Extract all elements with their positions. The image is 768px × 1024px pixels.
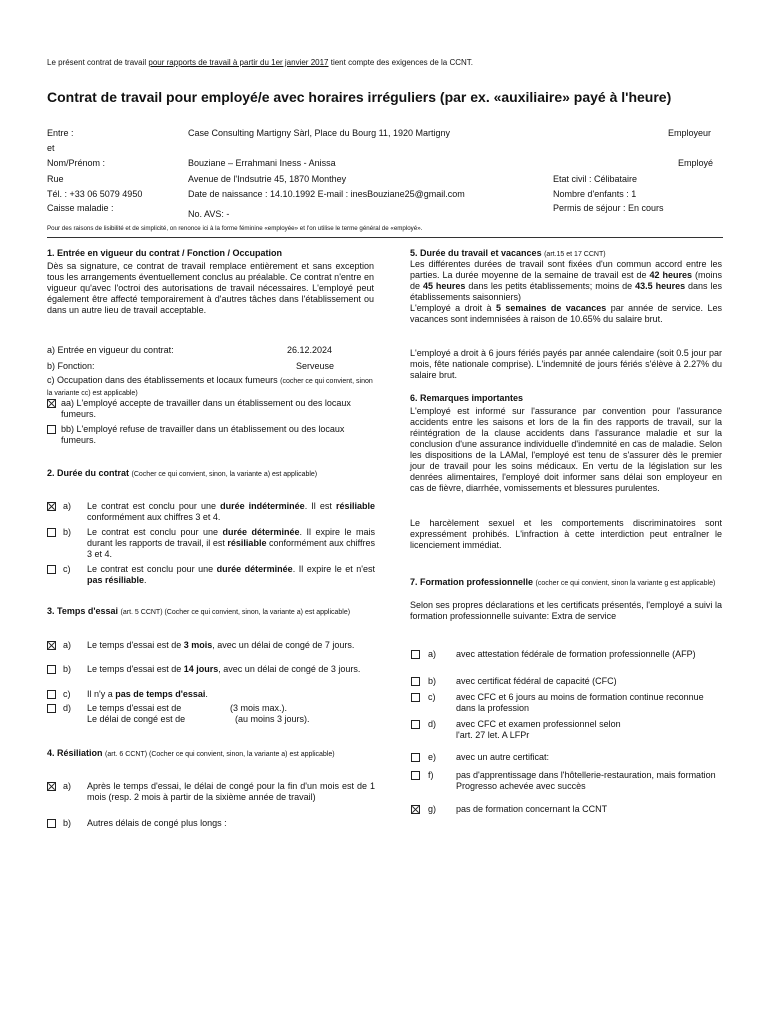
employer-text: Case Consulting Martigny Sàrl, Place du Bourg 11, 1920 Martigny (188, 128, 450, 138)
option-s7-b: avec certificat fédéral de capacité (CFC) (456, 676, 617, 686)
s2-a-bold-2: résiliable (335, 501, 375, 511)
employee-name: Bouziane – Errahmani Iness - Anissa (188, 158, 336, 168)
option-s7-d: avec CFC et examen professionnel selon l'art. 27 let. A LFPr (456, 719, 621, 740)
lisibility-note: Pour des raisons de lisibilité et de simplicité, on renonce ici à la forme féminine «employée» et l'on utilise le terme général de «employé». (47, 225, 423, 232)
option-s7-f: pas d'apprentissage dans l'hôtellerie-restauration, mais formation Progresso achevée avec succès (456, 770, 716, 791)
option-s3-a (87, 640, 375, 651)
option-s3-c (87, 689, 208, 700)
birth-email: Date de naissance : 14.10.1992 E-mail : inesBouziane25@gmail.com (188, 189, 465, 199)
letter-s7-g: g) (428, 804, 437, 814)
option-s7-g: pas de formation concernant la CCNT (456, 804, 608, 814)
option-s1-bb (61, 424, 361, 446)
option-s3-d-line2: Le délai de congé est de (87, 714, 186, 724)
checkbox-s2-b[interactable] (47, 528, 56, 537)
section-7-title: 7. Formation professionnelle (410, 577, 534, 587)
s2-c-pre: Le contrat est conclu pour une (87, 564, 217, 574)
checkbox-s7-c[interactable] (411, 693, 420, 702)
checkbox-s7-d[interactable] (411, 720, 420, 729)
rue-label: Rue (47, 174, 64, 184)
section-5-paragraph-2 (410, 303, 722, 325)
option-s3-b (87, 664, 375, 675)
s5-p1-bold-3: 43.5 heures (635, 281, 686, 291)
et-label: et (47, 143, 55, 153)
s2-a-bold-1: durée indéterminée (220, 501, 305, 511)
s2-c-mid: . Il expire le et n'est (292, 564, 375, 574)
section-3-note: (art. 5 CCNT) (Cocher ce qui convient, sinon, la variante a) est applicable) (120, 609, 351, 616)
s2-c-bold-1: durée déterminée (216, 564, 293, 574)
s5-p2-a: L'employé a droit à (410, 303, 496, 313)
section-4-heading (47, 748, 377, 760)
option-s2-c (87, 564, 375, 586)
s5-p1-c: (moins de (410, 270, 722, 291)
section-5-note: (art.15 et 17 CCNT) (544, 251, 606, 258)
divider (47, 237, 723, 238)
section-5-paragraph-1 (410, 259, 722, 303)
fonction-value: Serveuse (296, 361, 335, 371)
letter-s2-c: c) (63, 564, 71, 574)
letter-s2-b: b) (63, 527, 72, 537)
fonction-label: b) Fonction: (47, 361, 95, 371)
s2-a-post: conformément aux chiffres 3 et 4. (87, 512, 221, 522)
section-6-paragraph-2: Le harcèlement sexuel et les comportements discriminatoires sont expressément prohibés. L'infraction à cette interdiction peut entraîner le licenciement immédiat. (410, 518, 722, 550)
s2-a-pre: Le contrat est conclu pour une (87, 501, 221, 511)
telephone: Tél. : +33 06 5079 4950 (47, 189, 143, 199)
top-note-pre: Le présent contrat de travail (47, 58, 149, 67)
s3-b-bold: 14 jours (183, 664, 219, 674)
section-6-heading: 6. Remarques importantes (410, 393, 524, 403)
option-s4-b: Autres délais de congé plus longs : (87, 818, 227, 828)
checkbox-s3-a[interactable] (47, 641, 56, 650)
option-s3-d-line2-right: (au moins 3 jours). (235, 714, 310, 724)
caisse-maladie: Caisse maladie : (47, 203, 114, 213)
letter-s7-b: b) (428, 676, 437, 686)
option-s2-a (87, 501, 375, 523)
s5-p1-bold-2: 45 heures (422, 281, 466, 291)
checkbox-s7-b[interactable] (411, 677, 420, 686)
option-s7-e: avec un autre certificat: (456, 752, 550, 762)
s5-p2-bold: 5 semaines de vacances (495, 303, 607, 313)
checkbox-s3-b[interactable] (47, 665, 56, 674)
s3-a-post: , avec un délai de congé de 7 jours. (212, 640, 355, 650)
employee-role: Employé (678, 158, 714, 168)
section-3-heading (47, 606, 377, 618)
entre-label: Entre : (47, 128, 74, 138)
avs-number: No. AVS: - (188, 209, 230, 219)
s2-b-mid: . Il expire le mais durant les rapports de travail, il est (87, 527, 375, 548)
s2-b-bold-2: résiliable (227, 538, 267, 548)
section-4-title: 4. Résiliation (47, 748, 103, 758)
s5-p1-bold-1: 42 heures (649, 270, 692, 280)
occupation-note: (cocher ce qui convient, sinon la variante cc) est applicable) (47, 378, 373, 397)
s2-b-post: conformément aux chiffres 3 et 4. (87, 538, 375, 559)
letter-s3-c: c) (63, 689, 71, 699)
option-s3-d-line1: Le temps d'essai est de (87, 703, 182, 713)
checkbox-s4-b[interactable] (47, 819, 56, 828)
section-7-text: Selon ses propres déclarations et les certificats présentés, l'employé a suivi la formation professionnelle suivante: Extra de service (410, 600, 722, 621)
option-s3-d-line1-right: (3 mois max.). (230, 703, 288, 713)
employer-role: Employeur (668, 128, 712, 138)
section-2-heading (47, 468, 377, 480)
s2-b-pre: Le contrat est conclu pour une (87, 527, 223, 537)
letter-s4-b: b) (63, 818, 72, 828)
checkbox-s7-f[interactable] (411, 771, 420, 780)
letter-s4-a: a) (63, 781, 72, 791)
letter-s7-f: f) (428, 770, 434, 780)
s5-p1-e: dans les établissements saisonniers) (410, 281, 722, 302)
checkbox-s1-aa[interactable] (47, 399, 56, 408)
checkbox-s2-a[interactable] (47, 502, 56, 511)
section-2-note: (Cocher ce qui convient, sinon, la variante a) est applicable) (131, 471, 318, 478)
letter-s2-a: a) (63, 501, 72, 511)
letter-s3-d: d) (63, 703, 72, 713)
s3-b-pre: Le temps d'essai est de (87, 664, 184, 674)
section-3-title: 3. Temps d'essai (47, 606, 119, 616)
option-s7-c: avec CFC et 6 jours au moins de formation continue reconnue dans la profession (456, 692, 704, 713)
option-s7-a: avec attestation fédérale de formation professionnelle (AFP) (456, 649, 696, 659)
section-6-paragraph-1: L'employé est informé sur l'assurance par convention pour l'assurance accidents entre les saisons et lors de la fin des rapports de travail, sur la réintégration de la clause accidents dans l'assurance maladie et sur la conclusion d'une assurance individuelle d'indemnité en cas de maladie. Selon les dispositions de la LAMal, l'employé est tenu de s'assurer dès le premier jour de travail pour les soins médicaux. En vertu de la législation sur les denrées alimentaires, l'employé doit informer sans délai son employeur en cas de fièvre, diarrhée, vomissements et blessures purulentes. (410, 406, 722, 493)
s3-c-pre: Il n'y a (87, 689, 116, 699)
letter-s3-b: b) (63, 664, 72, 674)
document-title: Contrat de travail pour employé/e avec horaires irréguliers (par ex. «auxiliaire» payé à l'heure) (47, 89, 672, 105)
checkbox-s7-g[interactable] (411, 805, 420, 814)
section-5-title: 5. Durée du travail et vacances (410, 248, 542, 258)
s3-b-post: , avec un délai de congé de 3 jours. (218, 664, 361, 674)
entree-vigueur-label: a) Entrée en vigueur du contrat: (47, 345, 174, 355)
letter-s7-e: e) (428, 752, 437, 762)
occupation-fumeurs (47, 375, 377, 399)
etat-civil: Etat civil : Célibataire (553, 174, 638, 184)
option-s4-a: Après le temps d'essai, le délai de congé pour la fin d'un mois est de 1 mois (resp. 2 mois à partir de la sixième année de travail) (87, 781, 375, 802)
occupation-label: c) Occupation dans des établissements et locaux fumeurs (47, 375, 278, 385)
enfants: Nombre d'enfants : 1 (553, 189, 637, 199)
checkbox-s7-a[interactable] (411, 650, 420, 659)
checkbox-s1-bb[interactable] (47, 425, 56, 434)
option-s1-aa (61, 398, 361, 420)
checkbox-s7-e[interactable] (411, 753, 420, 762)
nom-label: Nom/Prénom : (47, 158, 106, 168)
letter-s7-a: a) (428, 649, 437, 659)
s5-p1-d: dans les petits établissements; moins de (465, 281, 636, 291)
checkbox-s3-d[interactable] (47, 704, 56, 713)
checkbox-s3-c[interactable] (47, 690, 56, 699)
entree-vigueur-value: 26.12.2024 (287, 345, 333, 355)
s5-p1-a: Les différentes durées de travail sont fixées d'un commun accord entre les parties. La durée moyenne de la semaine de travail est de (410, 259, 722, 280)
employee-address: Avenue de l'Indsutrie 45, 1870 Monthey (188, 174, 347, 184)
option-s1-bb-text: bb) L'employé refuse de travailler dans un établissement ou des locaux fumeurs. (61, 424, 345, 445)
section-7-heading (410, 577, 725, 589)
section-2-title: 2. Durée du contrat (47, 468, 130, 478)
option-s1-aa-text: aa) L'employé accepte de travailler dans un établissement ou des locaux fumeurs. (61, 398, 351, 419)
s2-c-bold-2: pas résiliable (87, 575, 145, 585)
section-7-note: (cocher ce qui convient, sinon la variante g est applicable) (535, 580, 716, 587)
checkbox-s2-c[interactable] (47, 565, 56, 574)
option-s2-b (87, 527, 375, 560)
checkbox-s4-a[interactable] (47, 782, 56, 791)
section-1-heading: 1. Entrée en vigueur du contrat / Fonction / Occupation (47, 248, 283, 258)
section-4-note: (art. 6 CCNT) (Cocher ce qui convient, sinon, la variante a) est applicable) (105, 751, 335, 758)
s3-c-post: . (205, 689, 208, 699)
top-note (47, 58, 473, 67)
s2-c-post: . (144, 575, 147, 585)
letter-s7-c: c) (428, 692, 436, 702)
permis-sejour: Permis de séjour : En cours (553, 203, 664, 213)
letter-s7-d: d) (428, 719, 437, 729)
s3-a-pre: Le temps d'essai est de (87, 640, 184, 650)
section-1-text: Dès sa signature, ce contrat de travail remplace entièrement et sans exception tous les arrangements éventuellement conclus au préalable. Ce contrat n'entre en vigueur qu'avec l'octroi des autorisations de travail nécessaires. L'employé peut également être affecté temporairement à d'autres tâches dans l'établissement ou dans un autre lieu de travail acceptable. (47, 261, 374, 315)
s3-c-bold: pas de temps d'essai (115, 689, 206, 699)
s3-a-bold: 3 mois (183, 640, 213, 650)
section-5-paragraph-3: L'employé a droit à 6 jours fériés payés par année calendaire (soit 0.5 jour par mois, fête nationale comprise). L'indemnité de jours fériés s'élève à 2.27% du salaire brut. (410, 348, 722, 380)
s2-a-mid: . Il est (304, 501, 336, 511)
s5-p2-c: par année de service. Les vacances sont indemnisées à raison de 10.65% du salaire brut. (410, 303, 722, 324)
top-note-underlined: pour rapports de travail à partir du 1er janvier 2017 (148, 58, 329, 67)
letter-s3-a: a) (63, 640, 72, 650)
top-note-post: tient compte des exigences de la CCNT. (328, 58, 474, 67)
s2-b-bold-1: durée déterminée (222, 527, 300, 537)
